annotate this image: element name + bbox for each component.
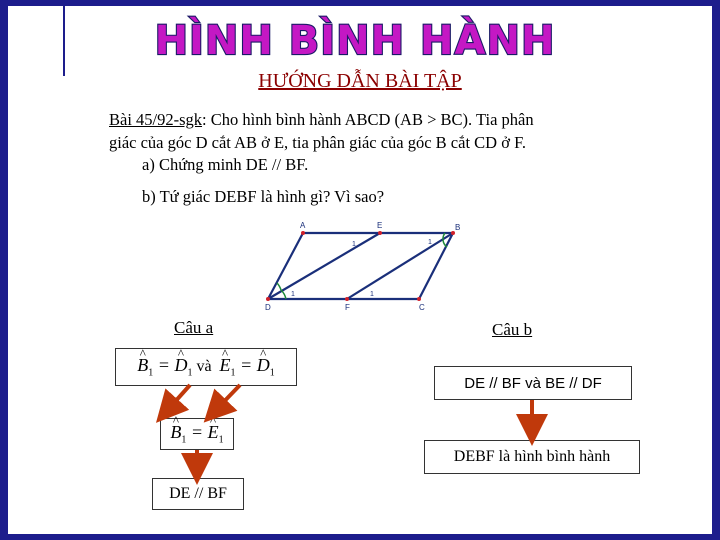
label-b: B [455,223,461,232]
arrow-a1 [164,385,190,414]
label-c: C [419,303,425,312]
problem-statement [109,108,534,154]
arrow-a2 [212,385,240,414]
angle-equation-1: ^ $B_1$ = ^ $D_1$ [137,355,192,379]
decorative-vertical-line [63,6,65,76]
problem-part-a: a) Chứng minh DE // BF. [142,155,309,174]
angle-equation-3: ^ $B_1$ = ^ $E_1$ [170,422,223,446]
problem-part-b: b) Tứ giác DEBF là hình gì? Vì sao? [142,187,385,206]
parallel-conclusion-box: DE // BF [152,478,244,510]
angle-label-b: 1 [428,239,432,246]
problem-line1: : Cho hình bình hành ABCD (AB > BC). Tia phân [202,110,534,129]
parallelogram-conclusion-box: DEBF là hình bình hành [424,440,640,474]
angle-arc-d [281,290,286,299]
angle-equality-box [115,348,297,386]
parallel-pairs-box: DE // BF và BE // DF [434,366,632,400]
parallelogram-figure [255,218,475,318]
frame-top [0,0,720,6]
label-e: E [377,221,383,230]
label-a: A [300,221,306,230]
angle-arc-d2 [277,283,281,290]
part-b-label: Câu b [492,320,533,339]
frame-bottom [0,534,720,540]
banner-title-text: HÌNH BÌNH HÀNH [154,18,556,64]
angle-label-d: 1 [291,291,295,298]
angle-equation-2: ^ $E_1$ = ^ $D_1$ [220,355,275,379]
label-d: D [265,303,271,312]
part-a-label: Câu a [174,318,214,337]
problem-source: Bài 45/92-sgk [109,110,203,129]
angle-label-e: 1 [352,241,356,248]
point-a [301,231,305,235]
angle-conclusion-box [160,418,234,450]
label-f: F [345,303,350,312]
page-subtitle: HƯỚNG DẪN BÀI TẬP [258,70,462,92]
problem-line2: giác của góc D cắt AB ở E, tia phân giác của góc B cắt CD ở F. [109,133,527,152]
parallelogram-outline [268,233,453,299]
point-c [417,297,421,301]
banner-title [154,12,556,64]
angle-label-f: 1 [370,291,374,298]
point-f [345,297,349,301]
point-d [266,297,270,301]
connector-va: và [196,358,212,375]
point-e [378,231,382,235]
